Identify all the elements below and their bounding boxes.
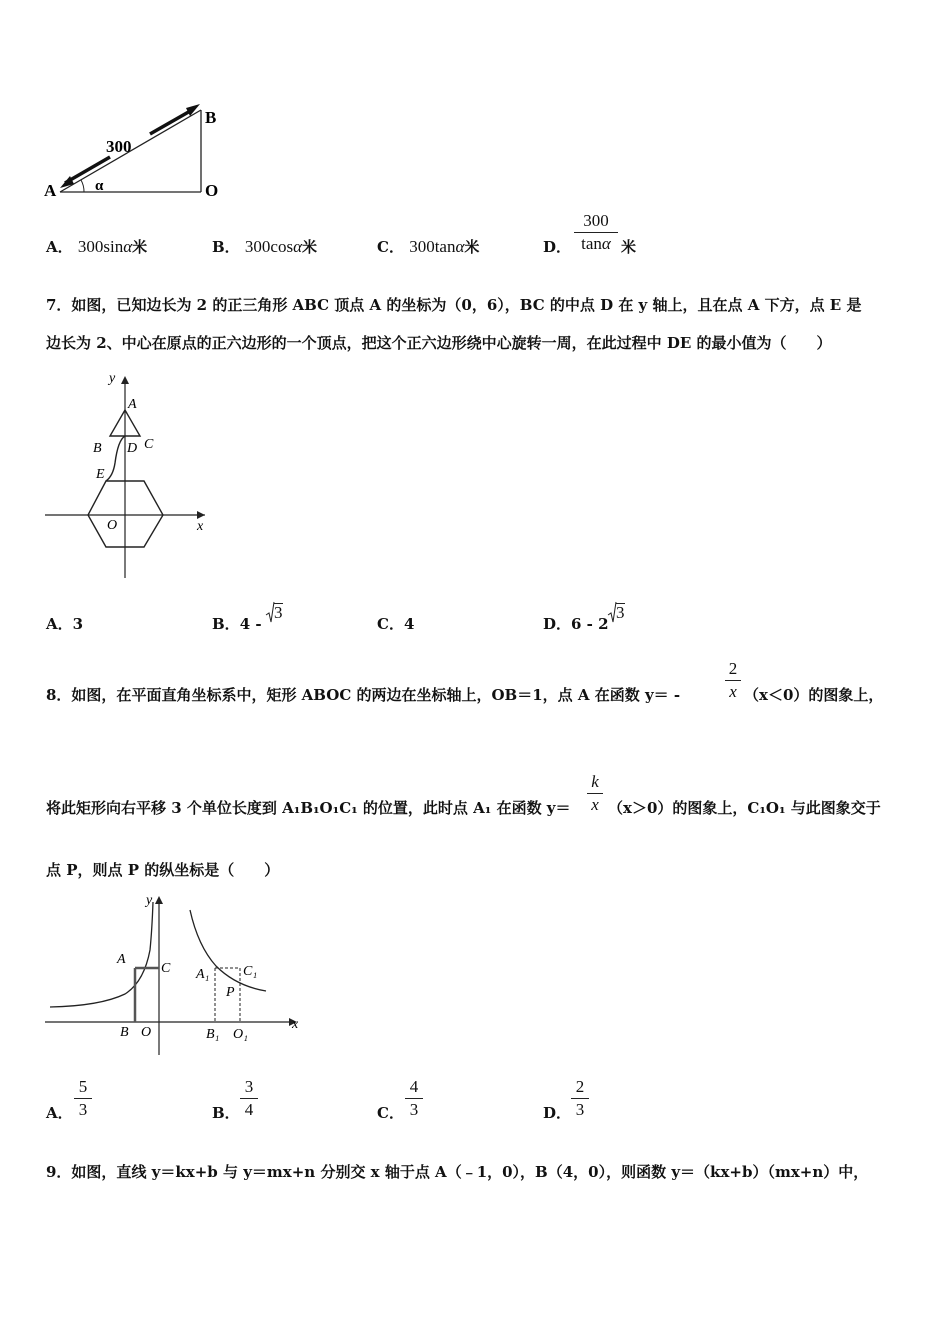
fig6-label-o: O (205, 181, 219, 200)
q8-fig-label-o1: O₁ (233, 1027, 248, 1042)
option-letter: B． (212, 238, 240, 256)
option-letter: C． (377, 238, 404, 256)
q8-fig-label-o: O (141, 1025, 152, 1040)
option-variable: α (293, 237, 303, 256)
q8-fig-label-c: C (161, 961, 171, 976)
option-function: sin (103, 237, 124, 256)
fraction-denominator: x (729, 682, 737, 701)
q7-option-a: A．3 (46, 615, 84, 633)
q8-option-a-letter: A． (46, 1104, 73, 1122)
fraction-denominator: 4 (244, 1100, 254, 1119)
q6-option-a (46, 236, 147, 257)
option-unit: 米 (302, 238, 318, 256)
q8-stem-line-3: 点 P，则点 P 的纵坐标是（ ） (46, 861, 280, 879)
fig6-label-angle: α (95, 178, 104, 194)
fig6-label-a: A (44, 181, 57, 200)
q8-option-c-letter: C． (377, 1104, 404, 1122)
q8-fig-label-p: P (226, 985, 235, 1000)
q8-figure (40, 890, 310, 1060)
fraction-numerator: k (591, 772, 599, 791)
option-unit: 米 (464, 238, 480, 256)
q8-stem-line-1b: （x＜0）的图象上， (744, 686, 884, 704)
q8-fig-label-b1: B₁ (206, 1027, 220, 1042)
option-unit: 米 (132, 238, 148, 256)
fig6-label-length: 300 (106, 137, 132, 156)
option-letter: D． (543, 238, 572, 256)
q8-fig-label-x: x (292, 1017, 299, 1032)
option-variable: α (455, 237, 465, 256)
q8-option-c-fraction (405, 1077, 423, 1120)
option-number: 300 (77, 237, 104, 256)
q8-option-b-letter: B． (212, 1104, 240, 1122)
fraction-numerator: 2 (728, 659, 738, 678)
option-letter: D． (543, 615, 572, 633)
fraction-denominator: 3 (78, 1100, 88, 1119)
q7-stem-line-2: 边长为 2、中心在原点的正六边形的一个顶点，把这个正六边形绕中心旋转一周，在此过程中 DE 的最小值为（ ） (46, 334, 832, 352)
q8-fig-label-c1: C₁ (243, 964, 258, 979)
q7-option-b (212, 613, 262, 634)
q6-option-d-unit: 米 (621, 238, 637, 256)
q7-option-d-radicand: 3 (616, 603, 625, 622)
option-letter: A． (46, 238, 73, 256)
q8-option-d-fraction (571, 1077, 589, 1120)
option-value: 6 - 2 (571, 615, 609, 633)
q8-fraction-2 (587, 772, 603, 815)
q7-fig-label-o: O (107, 518, 118, 533)
q8-fig-label-a1: A₁ (196, 967, 210, 982)
q8-stem-line-2b: （x＞0）的图象上，C₁O₁ 与此图象交于 (608, 799, 881, 817)
fraction-numerator: 2 (575, 1077, 585, 1096)
q7-fig-label-d: D (127, 441, 138, 456)
option-function: cos (270, 237, 294, 256)
q7-fig-label-b: B (93, 441, 102, 456)
option-number: 300 (244, 237, 271, 256)
q8-fig-label-b: B (120, 1025, 129, 1040)
q7-option-c: C．4 (377, 615, 415, 633)
q7-option-b-radicand: 3 (274, 603, 283, 622)
q7-option-d (543, 613, 609, 634)
fraction-denominator-variable: α (601, 234, 611, 253)
q8-fig-label-y: y (146, 893, 153, 908)
fraction-numerator: 4 (409, 1077, 419, 1096)
q7-fig-label-x: x (197, 519, 204, 534)
q8-fraction-1 (725, 659, 741, 702)
fraction-numerator: 5 (78, 1077, 88, 1096)
q6-option-b (212, 236, 317, 257)
fraction-numerator: 300 (583, 211, 609, 230)
q7-fig-label-a: A (128, 397, 137, 412)
q8-option-a-fraction (74, 1077, 92, 1120)
option-function: tan (434, 237, 456, 256)
fraction-denominator: x (591, 795, 599, 814)
q6-option-d (543, 236, 571, 257)
q9-stem-line-1: 9．如图，直线 y＝kx+b 与 y＝mx+n 分别交 x 轴于点 A（﹣1，0），B（4，0），则函数 y＝（kx+b）（mx+n）中， (46, 1163, 869, 1181)
q7-fig-label-y: y (109, 371, 116, 386)
q6-figure (40, 100, 240, 205)
q7-fig-label-e: E (96, 467, 105, 482)
fig6-label-b: B (205, 108, 217, 127)
fraction-numerator: 3 (244, 1077, 254, 1096)
q6-option-d-fraction (574, 211, 618, 254)
q7-figure (40, 368, 220, 583)
q8-option-b-fraction (240, 1077, 258, 1120)
q7-stem-line-1: 7．如图，已知边长为 2 的正三角形 ABC 顶点 A 的坐标为（0，6），BC 的中点 D 在 y 轴上，且在点 A 下方，点 E 是 (46, 296, 862, 314)
option-letter: B． (212, 615, 240, 633)
option-number: 300 (409, 237, 435, 256)
q8-stem-line-1a: 8．如图，在平面直角坐标系中，矩形 ABOC 的两边在坐标轴上，OB＝1，点 A 在函数 y＝ - (46, 686, 681, 704)
option-variable: α (123, 237, 133, 256)
q6-option-c (377, 236, 479, 257)
fraction-denominator: 3 (575, 1100, 585, 1119)
q8-fig-label-a: A (117, 952, 126, 967)
fraction-denominator-function: tan (581, 234, 602, 253)
option-value: 4 - (239, 615, 262, 633)
fraction-denominator: 3 (409, 1100, 419, 1119)
q8-option-d-letter: D． (543, 1104, 572, 1122)
q8-stem-line-2a: 将此矩形向右平移 3 个单位长度到 A₁B₁O₁C₁ 的位置，此时点 A₁ 在函数 y＝ (46, 799, 571, 817)
q7-fig-label-c: C (144, 437, 154, 452)
